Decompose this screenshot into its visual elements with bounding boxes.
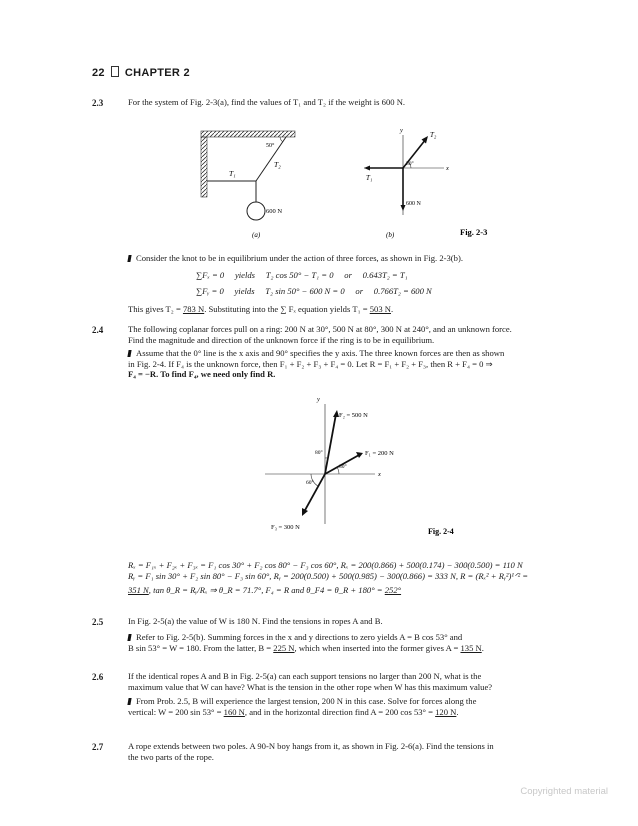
- solution-text: Refer to Fig. 2-5(b). Summing forces in the x and y directions to zero yields A = B cos 53° and B sin 53° = W = 180. From the latter, B = 225 N, which when inserted into the former gives A = 135 N.: [128, 632, 484, 653]
- angle-80-label: 80°: [315, 450, 323, 456]
- weight-label: 600 N: [266, 208, 283, 215]
- y-axis-label: y: [400, 127, 403, 134]
- angle-label: 50°: [266, 143, 275, 149]
- t2-label: T₂: [274, 160, 281, 169]
- f1-label: F₁ = 200 N: [365, 450, 394, 457]
- equation: ∑Fᵧ = 0 yields T₂ sin 50° − 600 N = 0 or 0.766T₂ = 600 N: [196, 286, 432, 296]
- weight: [247, 202, 265, 220]
- f3-label: F₃ = 300 N: [271, 524, 300, 531]
- bullet-icon: [127, 698, 131, 705]
- problem-number: 2.7: [92, 742, 104, 752]
- angle-30-label: 30°: [339, 464, 347, 470]
- f2-label: F₂ = 500 N: [339, 412, 368, 419]
- solution-text: Assume that the 0° line is the x axis and 90° specifies the y axis. The three known forces are then as shown in Fig. 2-4. If F₄ is the unknown force, then F₁ + F₂ + F₃ + F₄ = 0. Let R = F₁ + F₂ + F₃, then R + F₄ = 0 ⇒ F₄ = −R. To find F₄, we need only find R.: [128, 348, 505, 380]
- chapter-title: CHAPTER 2: [124, 67, 190, 79]
- figure-caption: Fig. 2-4: [428, 527, 454, 536]
- weight-b-label: 600 N: [406, 201, 421, 207]
- t1-b-label: T₁: [366, 174, 373, 182]
- problem-number: 2.6: [92, 672, 104, 682]
- ceiling: [201, 131, 295, 137]
- figure-2-4: [255, 392, 575, 540]
- page-number: 22: [92, 67, 105, 79]
- equation: ∑Fₓ = 0 yields T₂ cos 50° − T₁ = 0 or 0.643T₂ = T₁: [196, 270, 408, 280]
- page-header: [92, 66, 190, 79]
- bullet-icon: [127, 350, 131, 357]
- figure-caption: Fig. 2-3: [460, 227, 488, 237]
- t1-label: T₁: [229, 169, 236, 178]
- angle-60-label: 60°: [306, 480, 314, 486]
- figure-2-3: [190, 125, 490, 240]
- problem-text: The following coplanar forces pull on a ring: 200 N at 30°, 500 N at 80°, 300 N at 240°, and an unknown force. Find the magnitude and direction of the unknown force if the ring is to be in equilibrium.: [128, 324, 512, 345]
- solution-text: This gives T₂ = 783 N. Substituting into the ∑ Fₓ equation yields T₁ = 503 N.: [128, 304, 394, 314]
- separator-icon: [111, 66, 119, 77]
- problem-text: If the identical ropes A and B in Fig. 2-5(a) can each support tensions no larger than 200 N, what is the maximum value that W can have? What is the tension in the other rope when W has this maximum value?: [128, 671, 493, 692]
- subfig-b-label: (b): [386, 231, 395, 239]
- t2-b-label: T₂: [430, 131, 437, 139]
- solution-text: Rₓ = F₁ₓ + F₂ₓ + F₃ₓ = F₁ cos 30° + F₂ cos 80° − F₃ cos 60°, Rₓ = 200(0.866) + 500(0.174) − 300(0.500) = 110 N Rᵧ = F₁ sin 30° + F₂ sin 80° − F₃ sin 60°, Rᵧ = 200(0.500) + 500(0.985) − 300(0.866) = 333 N, R = (Rₓ² + Rᵧ²)¹ᐟ² = 351 N, tan θ_R = Rᵧ/Rₓ ⇒ θ_R = 71.7°, F₄ = R and θ_F4 = θ_R + 180° = 252°: [128, 560, 529, 596]
- problem-text: In Fig. 2-5(a) the value of W is 180 N. Find the tensions in ropes A and B.: [128, 616, 383, 626]
- f2-vector: [325, 414, 336, 474]
- y-axis-label: y: [317, 396, 320, 403]
- bullet-icon: [127, 255, 131, 262]
- watermark: Copyrighted material: [520, 786, 608, 797]
- x-axis-label: x: [446, 165, 449, 172]
- wall: [201, 137, 207, 197]
- problem-text: For the system of Fig. 2-3(a), find the values of T₁ and T₂ if the weight is 600 N.: [128, 97, 406, 107]
- problem-number: 2.5: [92, 617, 104, 627]
- angle-b-label: 50°: [406, 161, 414, 167]
- solution-text: Consider the knot to be in equilibrium under the action of three forces, as shown in Fig. 2-3(b).: [128, 253, 564, 264]
- problem-text: A rope extends between two poles. A 90-N boy hangs from it, as shown in Fig. 2-6(a). Find the tensions in the two parts of the rope.: [128, 741, 494, 762]
- problem-number: 2.3: [92, 98, 104, 108]
- problem-number: 2.4: [92, 325, 104, 335]
- subfig-a-label: (a): [252, 231, 261, 239]
- solution-text: From Prob. 2.5, B will experience the largest tension, 200 N in this case. Solve for forces along the vertical: W = 200 sin 53° = 160 N, and in the horizontal direction find A = 200 cos 53° = 120 N.: [128, 696, 477, 717]
- bullet-icon: [127, 634, 131, 641]
- x-axis-label: x: [378, 471, 381, 478]
